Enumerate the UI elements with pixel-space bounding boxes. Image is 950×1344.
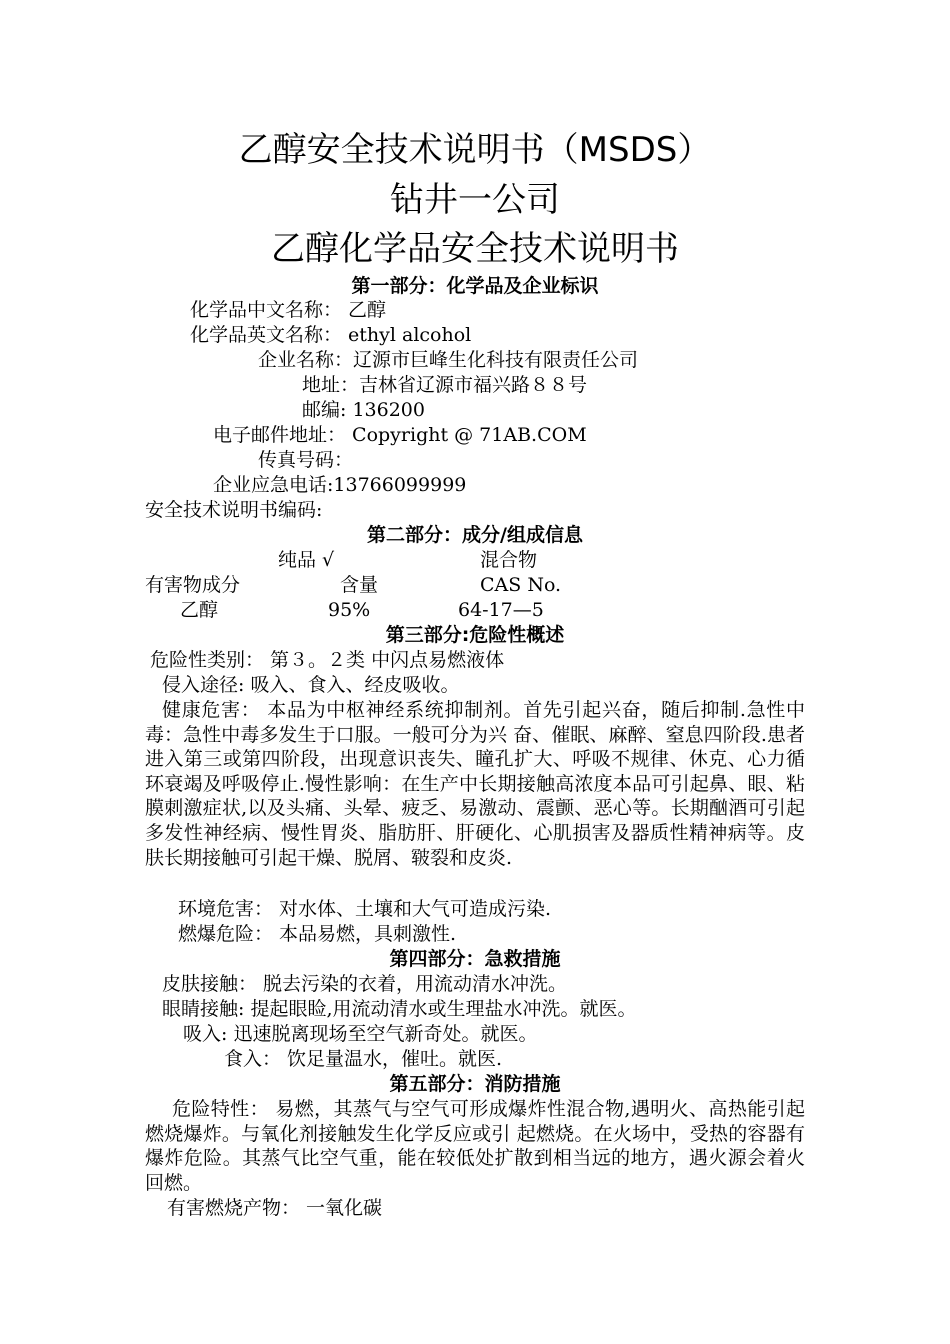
part4-heading: 第四部分：急救措施 xyxy=(389,948,561,970)
hazard-class-line: 危险性类别： 第３。２类 中闪点易燃液体 xyxy=(150,649,505,671)
postcode-line: 邮编: 136200 xyxy=(302,399,425,421)
ingestion-line: 食入： 饮足量温水，催吐。就医. xyxy=(224,1048,503,1070)
en-name-line: 化学品英文名称： ethyl alcohol xyxy=(190,324,472,346)
email-line: 电子邮件地址： Copyright @ 71AB.COM xyxy=(213,424,587,446)
health-hazard-paragraph: 健康危害： 本品为中枢神经系统抑制剂。首先引起兴奋，随后抑制.急性中毒：急性中毒多发生于口服。一般可分为兴 奋、催眠、麻醉、窒息四阶段.患者进入第三或第四阶段，出现意识丧失、瞳孔扩大、呼吸不规律、休克、心力循环衰竭及呼吸停止.慢性影响：在生产中长期接触高浓度本品可引起鼻、眼、粘膜刺激症状,以及头痛、头晕、疲乏、易激动、震颤、恶心等。长期酗酒可引起多发性神经病、慢性胃炎、脂肪肝、肝硬化、心肌损害及器质性精神病等。皮肤长期接触可引起干燥、脱屑、皲裂和皮炎. xyxy=(145,699,805,869)
part3-heading: 第三部分:危险性概述 xyxy=(385,624,565,646)
inhalation-line: 吸入: 迅速脱离现场至空气新奇处。就医。 xyxy=(183,1023,538,1045)
skin-contact-line: 皮肤接触： 脱去污染的衣着，用流动清水冲洗。 xyxy=(162,973,568,995)
col-header-component: 有害物成分 xyxy=(145,574,241,596)
cn-name-line: 化学品中文名称： 乙醇 xyxy=(190,299,387,321)
emergency-phone-line: 企业应急电话:13766099999 xyxy=(213,474,467,496)
environment-hazard-line: 环境危害： 对水体、土壤和大气可造成污染. xyxy=(178,898,552,920)
row-component-name: 乙醇 xyxy=(180,599,219,621)
explosion-hazard-line: 燃爆危险： 本品易燃，具刺激性. xyxy=(178,923,457,945)
document-subtitle: 乙醇化学品安全技术说明书 xyxy=(271,229,679,269)
col-header-content: 含量 xyxy=(340,574,379,596)
pure-option: 纯品 √ xyxy=(278,549,335,571)
address-line: 地址：吉林省辽源市福兴路８８号 xyxy=(302,374,588,396)
row-content-value: 95% xyxy=(328,599,371,621)
combustion-products-line: 有害燃烧产物： 一氧化碳 xyxy=(167,1197,383,1219)
part1-heading: 第一部分：化学品及企业标识 xyxy=(351,275,599,297)
document-title: 乙醇安全技术说明书（MSDS） xyxy=(238,130,712,170)
col-header-cas: CAS No. xyxy=(480,574,562,596)
part2-heading: 第二部分：成分/组成信息 xyxy=(367,524,583,546)
enterprise-line: 企业名称：辽源市巨峰生化科技有限责任公司 xyxy=(258,349,639,371)
mixture-option: 混合物 xyxy=(480,549,538,571)
fax-line: 传真号码： xyxy=(258,449,354,471)
row-cas-value: 64-17—5 xyxy=(458,599,544,621)
msds-code-line: 安全技术说明书编码: xyxy=(145,499,323,521)
fire-hazard-paragraph: 危险特性： 易燃，其蒸气与空气可形成爆炸性混合物,遇明火、高热能引起燃烧爆炸。与氧化剂接触发生化学反应或引 起燃烧。在火场中，受热的容器有爆炸危险。其蒸气比空气重，能在较低处扩散到相当远的地方，遇火源会着火回燃。 xyxy=(145,1098,805,1194)
part5-heading: 第五部分：消防措施 xyxy=(389,1073,561,1095)
route-line: 侵入途径: 吸入、食入、经皮吸收。 xyxy=(162,674,460,696)
eye-contact-line: 眼睛接触: 提起眼睑,用流动清水或生理盐水冲洗。就医。 xyxy=(162,998,637,1020)
company-title: 钻井一公司 xyxy=(390,180,560,220)
